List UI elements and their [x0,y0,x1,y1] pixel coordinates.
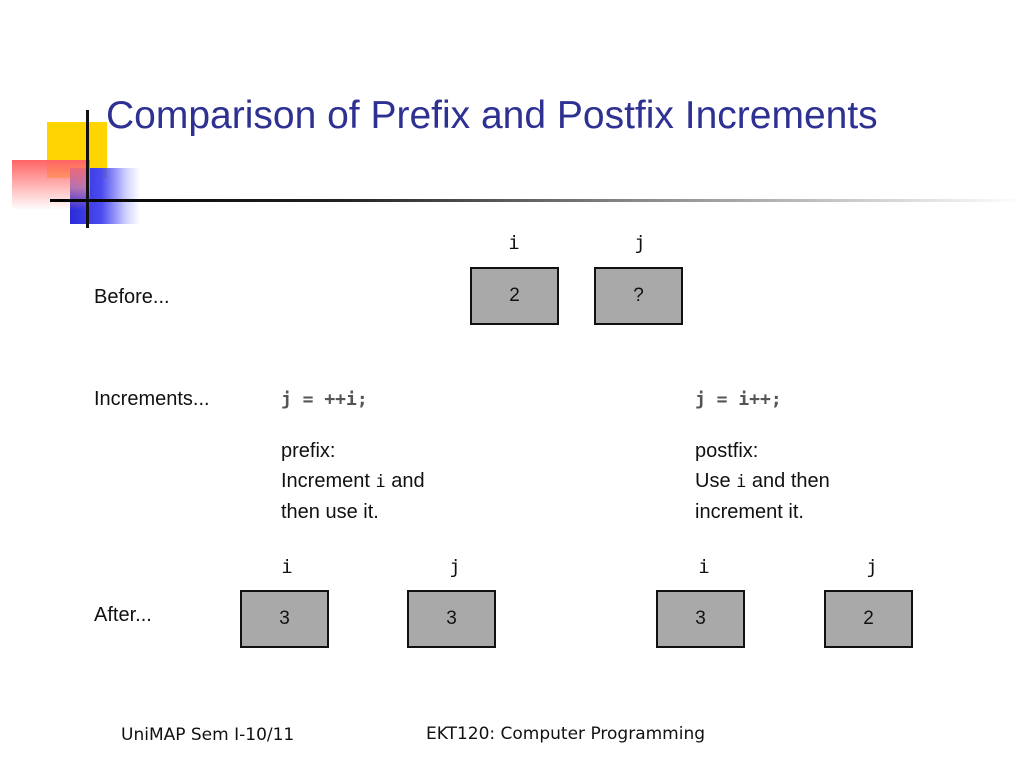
postfix-code: j = i++; [695,389,782,410]
postfix-description [695,436,830,527]
prefix-heading: prefix: [281,440,336,462]
postfix-line1: Use i and then [695,470,830,492]
logo-red-square [12,160,90,210]
prefix-after-j-box [407,590,496,648]
slide-title: Comparison of Prefix and Postfix Increments [106,94,878,137]
after-label: After... [94,604,152,626]
postfix-after-i-value: 3 [695,608,706,629]
prefix-after-j-value: 3 [446,608,457,629]
before-j-label: j [634,232,646,254]
before-i-box [470,267,559,325]
before-label: Before... [94,286,170,308]
postfix-after-i-box [656,590,745,648]
postfix-after-i-label: i [698,556,710,578]
postfix-after-j-label: j [866,556,878,578]
before-j-value: ? [633,285,644,306]
prefix-after-i-box [240,590,329,648]
footer-left: UniMAP Sem I-10/11 [121,725,295,745]
prefix-after-j-label: j [449,556,461,578]
before-i-value: 2 [509,285,520,306]
postfix-after-j-value: 2 [863,608,874,629]
prefix-description [281,436,425,527]
prefix-line2: then use it. [281,501,379,523]
before-j-box [594,267,683,325]
postfix-after-j-box [824,590,913,648]
increments-label: Increments... [94,388,210,410]
postfix-var-i: i [736,472,747,492]
prefix-after-i-label: i [281,556,293,578]
postfix-line2: increment it. [695,501,804,523]
logo-vertical-line [86,110,89,228]
prefix-line1: Increment i and [281,470,425,492]
prefix-var-i: i [375,472,386,492]
prefix-after-i-value: 3 [279,608,290,629]
title-underline [50,199,1024,202]
footer-center: EKT120: Computer Programming [426,724,706,744]
before-i-label: i [508,232,520,254]
postfix-heading: postfix: [695,440,759,462]
prefix-code: j = ++i; [281,389,368,410]
